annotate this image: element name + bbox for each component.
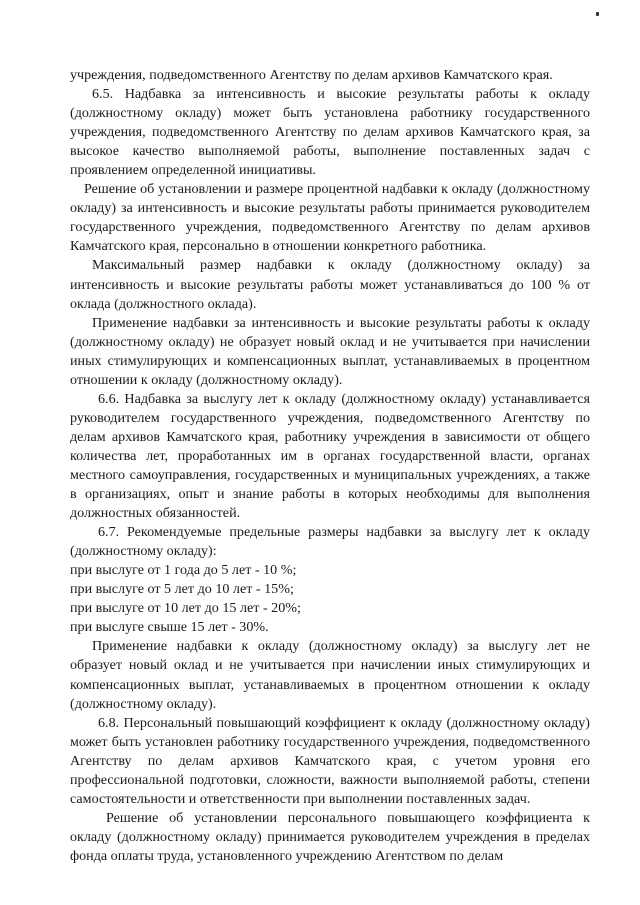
scan-speck bbox=[596, 12, 599, 16]
paragraph-6-6: 6.6. Надбавка за выслугу лет к окладу (должностному окладу) устанавливается руководителем государственного учреждения, подведомственного Агентству по делам архивов Камчатского края, работнику учреждения в зависимости от общего количества лет, проработанных им в органах государственной власти, органах местного самоуправления, государственных и муниципальных учреждениях, а также в организациях, опыт и знание работы в которых необходимы для выполнения должностных обязанностей. bbox=[70, 390, 590, 522]
paragraph-6-8: 6.8. Персональный повышающий коэффициент к окладу (должностному окладу) может быть установлен работнику государственного учреждения, подведомственного Агентству по делам архивов Камчатского края, с учетом уровня его профессиональной подготовки, сложности, важности выполняемой работы, степени самостоятельности и ответственности при выполнении поставленных задач. bbox=[70, 714, 590, 807]
document-body bbox=[70, 66, 590, 866]
list-item-seniority-1: при выслуге от 1 года до 5 лет - 10 %; bbox=[70, 562, 297, 579]
list-item-seniority-3: при выслуге от 10 лет до 15 лет - 20%; bbox=[70, 600, 301, 617]
paragraph-6-5-application: Применение надбавки за интенсивность и высокие результаты работы к окладу (должностному окладу) не образует новый оклад и не учитывается при начислении иных стимулирующих и компенсационных выплат, устанавливаемых в процентном отношении к окладу (должностному окладу). bbox=[70, 314, 590, 388]
list-item-seniority-2: при выслуге от 5 лет до 10 лет - 15%; bbox=[70, 581, 294, 598]
paragraph-6-5: 6.5. Надбавка за интенсивность и высокие результаты работы к окладу (должностному окладу) может быть установлена работнику государственного учреждения, подведомственного Агентству по делам архивов Камчатского края, за высокое качество выполняемой работы, выполнение поставленных задач с проявлением определенной инициативы. bbox=[70, 86, 590, 179]
paragraph-continuation: учреждения, подведомственного Агентству по делам архивов Камчатского края. bbox=[70, 67, 553, 83]
paragraph-6-7: 6.7. Рекомендуемые предельные размеры надбавки за выслугу лет к окладу (должностному окладу): bbox=[70, 524, 590, 560]
list-item-seniority-4: при выслуге свыше 15 лет - 30%. bbox=[70, 619, 269, 636]
paragraph-6-5-decision: Решение об установлении и размере процентной надбавки к окладу (должностному окладу) за интенсивность и высокие результаты работы принимается руководителем государственного учреждения, подведомственного Агентству по делам архивов Камчатского края, персонально в отношении конкретного работника. bbox=[70, 181, 590, 255]
paragraph-6-7-application: Применение надбавки к окладу (должностному окладу) за выслугу лет не образует новый оклад и не учитывается при начислении иных стимулирующих и компенсационных выплат, устанавливаемых в процентном отношении к окладу (должностному окладу). bbox=[70, 638, 590, 712]
paragraph-6-5-maximum: Максимальный размер надбавки к окладу (должностному окладу) за интенсивность и высокие результаты работы может устанавливаться до 100 % от оклада (должностного оклада). bbox=[70, 257, 590, 312]
paragraph-6-8-decision: Решение об установлении персонального повышающего коэффициента к окладу (должностному окладу) принимается руководителем учреждения в пределах фонда оплаты труда, установленного учреждению Агентством по делам bbox=[70, 809, 590, 864]
